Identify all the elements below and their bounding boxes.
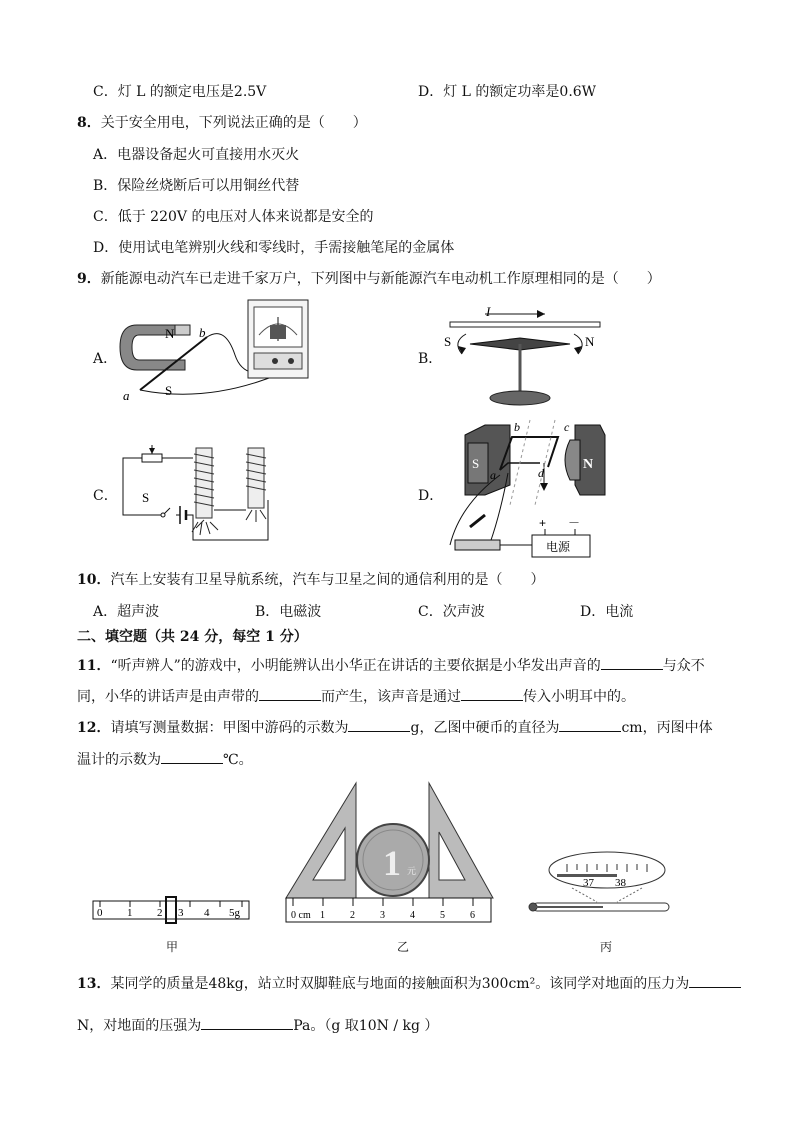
- q11-blank-1[interactable]: [601, 655, 663, 670]
- section-title-fill-in: 二、填空题（共 24 分，每空 1 分）: [77, 629, 308, 645]
- yi-tick-0: 0 cm: [291, 910, 311, 921]
- q12-blank-3[interactable]: [161, 749, 223, 764]
- rheostat-icon: [142, 454, 162, 462]
- q13-text-1: 某同学的质量是48kg，站立时双脚鞋底与地面的接触面积为300cm²。该同学对地面的压力为: [110, 976, 690, 992]
- q9-figure-d: [440, 415, 620, 560]
- q8-stem-text: 关于安全用电，下列说法正确的是（ ）: [100, 115, 367, 131]
- caption-yi: 乙: [397, 940, 410, 954]
- q10-option-c: C．次声波: [418, 604, 485, 620]
- q10-number: 10．: [77, 572, 111, 588]
- fig-d-s-label: S: [472, 456, 480, 471]
- q12-line1: [77, 717, 713, 737]
- fig-d-n-label: N: [583, 457, 594, 472]
- q13-number: 13．: [77, 976, 111, 992]
- caption-bing: 丙: [600, 940, 613, 954]
- q13-line2: [77, 1015, 438, 1035]
- q12-text-2: ，乙图中硬币的直径为: [419, 720, 560, 736]
- q12-line2: [77, 749, 253, 769]
- figure-jia-rider-scale: [92, 895, 252, 925]
- q10-option-a: A．超声波: [93, 604, 160, 620]
- yi-tick-4: 4: [410, 910, 415, 921]
- q8-stem: [77, 114, 367, 132]
- q9-number: 9．: [77, 271, 101, 287]
- q11-text-5: 传入小明耳中的。: [523, 689, 635, 705]
- magnet-n-pole: [565, 440, 580, 480]
- figure-yi-coin-measure: [283, 780, 498, 925]
- q11-text-1: “听声辨人”的游戏中，小明能辨认出小华正在讲话的主要依据是小华发出声音的: [110, 658, 601, 674]
- q9-figure-b: [440, 300, 610, 410]
- q11-text-2: 与众不: [662, 658, 705, 674]
- yi-tick-2: 2: [350, 910, 355, 921]
- q12-unit-celsius: ℃。: [223, 752, 253, 768]
- electromagnet-left-icon: [196, 448, 212, 518]
- ruler-cm: [286, 898, 491, 922]
- q11-number: 11．: [77, 658, 111, 674]
- q11-text-3: 同，小华的讲话声是由声带的: [77, 689, 259, 705]
- q10-option-d: D．电流: [580, 604, 634, 620]
- fig-a-b-label: b: [199, 325, 206, 340]
- q7-option-c: C．灯 L 的额定电压是2.5V: [93, 84, 267, 100]
- current-wire: [450, 322, 600, 327]
- q9-label-b: B．: [418, 351, 443, 367]
- q12-number: 12．: [77, 720, 111, 736]
- figure-bing-thermometer: [527, 850, 672, 920]
- q11-text-4: 而产生，该声音是通过: [321, 689, 461, 705]
- q13-blank-1[interactable]: [689, 973, 741, 988]
- jia-tick-1: 1: [127, 907, 133, 919]
- fig-d-a-label: a: [490, 468, 496, 482]
- q8-option-c: C．低于 220V 的电压对人体来说都是安全的: [93, 209, 374, 225]
- q7-option-d: D．灯 L 的额定功率是0.6W: [418, 84, 597, 100]
- yi-tick-1: 1: [320, 910, 325, 921]
- fig-d-c-label: c: [564, 420, 570, 434]
- switch-icon: [470, 515, 485, 527]
- q12-unit-g: g: [410, 720, 420, 736]
- q9-stem-text: 新能源电动汽车已走进千家万户，下列图中与新能源汽车电动机工作原理相同的是（ ）: [100, 271, 661, 287]
- q13-text-2: N，对地面的压强为: [77, 1018, 202, 1034]
- fig-a-n-label: N: [165, 326, 175, 341]
- yi-tick-6: 6: [470, 910, 475, 921]
- q13-text-3: Pa。（g 取10N / kg ）: [293, 1018, 439, 1034]
- q10-stem-text: 汽车上安装有卫星导航系统，汽车与卫星之间的通信利用的是（ ）: [110, 572, 545, 588]
- q8-number: 8．: [77, 115, 101, 131]
- fig-a-a-label: a: [123, 388, 130, 403]
- q9-label-c: C．: [93, 488, 118, 504]
- q12-unit-cm: cm: [621, 720, 643, 736]
- fig-d-plus-label: +: [539, 516, 547, 530]
- jia-tick-0: 0: [97, 907, 103, 919]
- q9-stem: [77, 270, 661, 288]
- yi-tick-3: 3: [380, 910, 385, 921]
- fig-b-n-label: N: [585, 334, 595, 349]
- fig-d-minus-label: －: [568, 516, 581, 530]
- jia-tick-4: 4: [204, 907, 210, 919]
- jia-tick-5g: 5g: [229, 907, 240, 919]
- yi-tick-5: 5: [440, 910, 445, 921]
- q11-line1: [77, 655, 705, 675]
- q8-option-a: A．电器设备起火可直接用水灭火: [93, 147, 300, 163]
- q13-line1: [77, 973, 741, 993]
- q9-label-a: A．: [93, 351, 118, 367]
- fig-a-s-label: S: [165, 383, 173, 398]
- q11-line2: [77, 686, 635, 706]
- q12-text-4: 温计的示数为: [77, 752, 161, 768]
- fig-b-s-label: S: [444, 334, 452, 349]
- q11-blank-2[interactable]: [259, 686, 321, 701]
- q9-label-d: D．: [418, 488, 444, 504]
- coin-value: 1: [383, 843, 401, 883]
- q12-blank-1[interactable]: [348, 717, 410, 732]
- fig-b-current-label: I: [486, 304, 491, 319]
- q12-text-1: 请填写测量数据：甲图中游码的示数为: [110, 720, 349, 736]
- fig-d-source-label: 电源: [546, 540, 571, 554]
- thermo-label-38: 38: [615, 877, 626, 889]
- q9-figure-c: [118, 440, 298, 550]
- q8-option-d: D．使用试电笔辨别火线和零线时，手需接触笔尾的金属体: [93, 240, 455, 256]
- jia-tick-2: 2: [157, 907, 163, 919]
- q12-blank-2[interactable]: [559, 717, 621, 732]
- fig-d-b-label: b: [514, 420, 520, 434]
- caption-jia: 甲: [166, 940, 179, 954]
- fig-c-s-label: S: [142, 490, 150, 505]
- q13-blank-2[interactable]: [201, 1015, 293, 1030]
- q10-stem: [77, 571, 544, 589]
- coin-unit: 元: [407, 866, 417, 876]
- thermo-label-37: 37: [583, 877, 594, 889]
- q11-blank-3[interactable]: [461, 686, 523, 701]
- q8-option-b: B．保险丝烧断后可以用铜丝代替: [93, 178, 300, 194]
- q9-figure-a: [115, 295, 315, 405]
- jia-tick-3: 3: [178, 907, 184, 919]
- q12-text-3: ，丙图中体: [642, 720, 713, 736]
- fig-d-d-label: d: [538, 466, 544, 480]
- q10-option-b: B．电磁波: [255, 604, 322, 620]
